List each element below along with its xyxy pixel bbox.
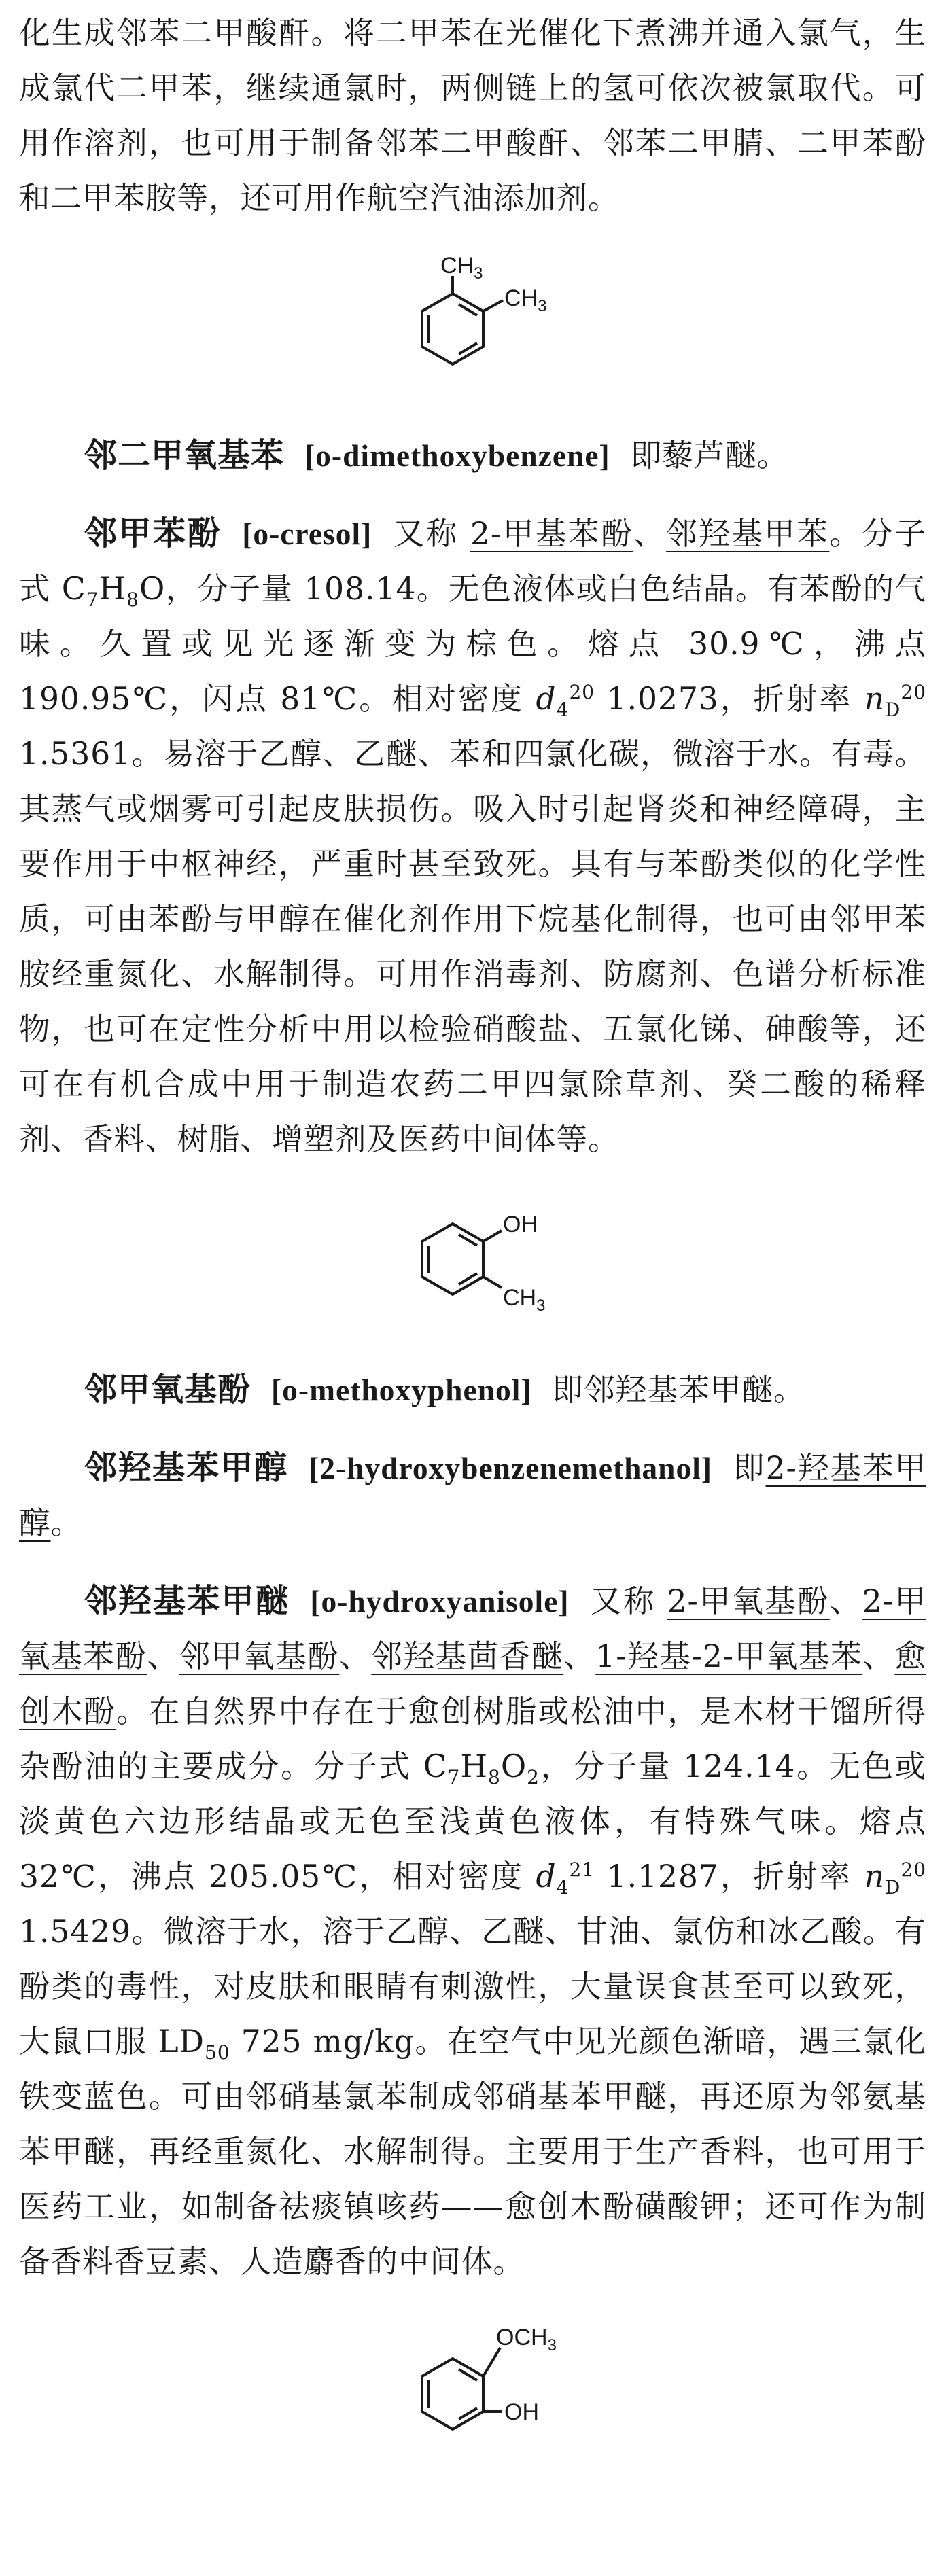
separator: 、 <box>862 1638 895 1674</box>
hydroxyl-label: OH <box>502 1212 538 1237</box>
entry-o-cresol <box>19 506 926 1167</box>
methoxy-label: $OCH_3$ <box>495 2325 557 2354</box>
subscript: 4 <box>556 1876 570 1899</box>
subscript: 7 <box>447 1766 461 1789</box>
entry-o-hydroxyanisole <box>19 1574 926 2289</box>
o-cresol-structure <box>351 1190 595 1339</box>
density-symbol: d <box>536 1858 557 1894</box>
superscript: 20 <box>901 1858 927 1881</box>
methyl-label: $CH_3$ <box>502 1285 545 1315</box>
text: 1.1287，折射率 <box>595 1858 864 1894</box>
text: H <box>99 571 127 607</box>
separator: 、 <box>147 1638 179 1674</box>
superscript: 21 <box>569 1858 595 1881</box>
entry-headword: 邻羟基苯甲醚 <box>84 1582 290 1620</box>
cross-ref-link[interactable]: 2-羟基苯甲醇 <box>19 1450 926 1541</box>
punct: 。 <box>50 1505 83 1541</box>
document-page <box>19 5 926 2462</box>
text: 微溶于水，溶于乙醇、乙醚、甘油、氯仿和冰乙酸。有酚类的毒性，对皮肤和眼睛有刺激性，大量误食甚至可以致死，大鼠口服 LD <box>19 1913 926 2060</box>
subscript: 8 <box>126 588 139 612</box>
subscript: 50 <box>205 2041 230 2064</box>
benzene-ring <box>422 276 503 364</box>
text: 725 mg/kg。在空气中见光颜色渐暗，遇三氯化铁变蓝色。可由邻硝基氯苯制成邻硝基苯甲醚，再还原为邻氨基苯甲醚，再经重氮化、水解制得。主要用于生产香料，也可用于医药工业，如制备祛痰镇咳药——愈创木酚磺酸钾；还可作为制备香料香豆素、人造麝香的中间体。 <box>19 2024 926 2280</box>
superscript: 20 <box>901 680 927 703</box>
text: 1.0273，折射率 <box>595 681 864 717</box>
refractive-symbol: n <box>864 1858 885 1894</box>
label-subscript: 3 <box>537 297 546 315</box>
text: O <box>500 1748 527 1784</box>
cross-ref-link[interactable]: 愈创木酚 <box>19 1638 926 1729</box>
density-symbol: d <box>536 681 557 717</box>
label-subscript: 3 <box>536 1296 545 1315</box>
aka-prefix: 又称 <box>589 1583 656 1619</box>
cross-ref-link[interactable]: 邻羟基甲苯 <box>666 516 830 552</box>
punct: 。 <box>829 516 862 552</box>
entry-headword: 邻二甲氧基苯 <box>84 436 285 474</box>
separator: 、 <box>563 1638 596 1674</box>
cross-ref-link[interactable]: 1-羟基-2-甲氧基苯 <box>595 1638 863 1674</box>
cross-ref-link[interactable]: 邻羟基茴香醚 <box>371 1638 564 1674</box>
entry-english: [2-hydroxybenzenemethanol] <box>309 1451 713 1485</box>
superscript: 20 <box>569 680 595 703</box>
subscript: 2 <box>527 1766 540 1789</box>
cross-ref-link[interactable]: 2-甲基苯酚 <box>470 516 634 552</box>
entry-body: 即藜芦醚。 <box>630 438 789 474</box>
entry-english: [o-hydroxyanisole] <box>310 1584 570 1619</box>
label-subscript: 3 <box>547 2336 557 2354</box>
methyl-label-2: $CH_3$ <box>504 285 546 315</box>
text: O，分子量 108.14。无色液体或白色结晶。有苯酚的气味。久置或见光逐渐变为棕色。熔点 30.9℃，沸点 190.95℃，闪点 81℃。相对密度 <box>19 571 926 717</box>
entry-english: [o-methoxyphenol] <box>271 1373 532 1407</box>
text: 1.5361。 <box>19 736 164 772</box>
text: 分子式 C <box>19 516 926 607</box>
text: H <box>460 1748 489 1784</box>
punct: 。 <box>116 1693 149 1729</box>
text: 1.5429。 <box>19 1913 164 1949</box>
refractive-symbol: n <box>864 681 885 717</box>
cross-ref-link[interactable]: 邻甲氧基酚 <box>179 1638 340 1674</box>
entry-o-dimethoxybenzene <box>19 428 926 483</box>
entry-headword: 邻甲苯酚 <box>84 514 222 552</box>
benzene-ring <box>422 1224 502 1294</box>
entry-2-hydroxybenzenemethanol <box>19 1441 926 1551</box>
subscript: D <box>884 1876 901 1899</box>
cross-ref-link[interactable]: 2-甲氧基酚 <box>667 1583 830 1619</box>
entry-headword: 邻羟基苯甲醇 <box>84 1449 289 1487</box>
separator: 、 <box>633 516 667 552</box>
separator: 、 <box>339 1638 372 1674</box>
entry-english: [o-dimethoxybenzene] <box>304 438 610 473</box>
text: 在自然界中存在于愈创树脂或松油中，是木材干馏所得杂酚油的主要成分。分子式 C <box>19 1693 926 1784</box>
intro-paragraph: 化生成邻苯二甲酸酐。将二甲苯在光催化下煮沸并通入氯气，生成氯代二甲苯，继续通氯时，两侧链上的氢可依次被氯取代。可用作溶剂，也可用于制备邻苯二甲酸酐、邻苯二甲腈、二甲苯酚和二甲苯胺等，还可用作航空汽油添加剂。 <box>19 15 926 216</box>
methyl-label-1: $CH_3$ <box>440 253 483 283</box>
text: ，分子量 124.14。无色或淡黄色六边形结晶或无色至浅黄色液体，有特殊气味。熔点 32℃，沸点 205.05℃，相对密度 <box>19 1748 927 1894</box>
subscript: D <box>884 699 901 722</box>
guaiacol-structure <box>351 2319 595 2462</box>
cross-ref-link[interactable]: 2-甲氧基苯酚 <box>19 1583 926 1674</box>
aka-prefix: 又称 <box>392 516 459 552</box>
text: 即 <box>733 1450 766 1486</box>
subscript: 7 <box>86 588 99 612</box>
separator: 、 <box>829 1583 862 1619</box>
entry-body: 易溶于乙醇、乙醚、苯和四氯化碳，微溶于水。有毒。其蒸气或烟雾可引起皮肤损伤。吸入时引起肾炎和神经障碍，主要作用于中枢神经，严重时甚至致死。具有与苯酚类似的化学性质，可由苯酚与甲醇在催化剂作用下烷基化制得，也可由邻甲苯胺经重氮化、水解制得。可用作消毒剂、防腐剂、色谱分析标准物，也可在定性分析中用以检验硝酸盐、五氯化锑、砷酸等，还可在有机合成中用于制造农药二甲四氯除草剂、癸二酸的稀释剂、香料、树脂、增塑剂及医药中间体等。 <box>19 736 926 1157</box>
o-xylene-structure <box>351 249 595 405</box>
entry-o-methoxyphenol <box>19 1362 926 1417</box>
entry-english: [o-cresol] <box>242 516 372 551</box>
benzene-ring <box>422 2348 502 2429</box>
hydroxyl-label: OH <box>504 2399 539 2425</box>
subscript: 4 <box>556 699 570 722</box>
subscript: 8 <box>488 1766 501 1789</box>
entry-body: 即邻羟基苯甲醚。 <box>552 1372 805 1408</box>
label-subscript: 3 <box>473 264 483 283</box>
entry-headword: 邻甲氧基酚 <box>84 1371 251 1409</box>
